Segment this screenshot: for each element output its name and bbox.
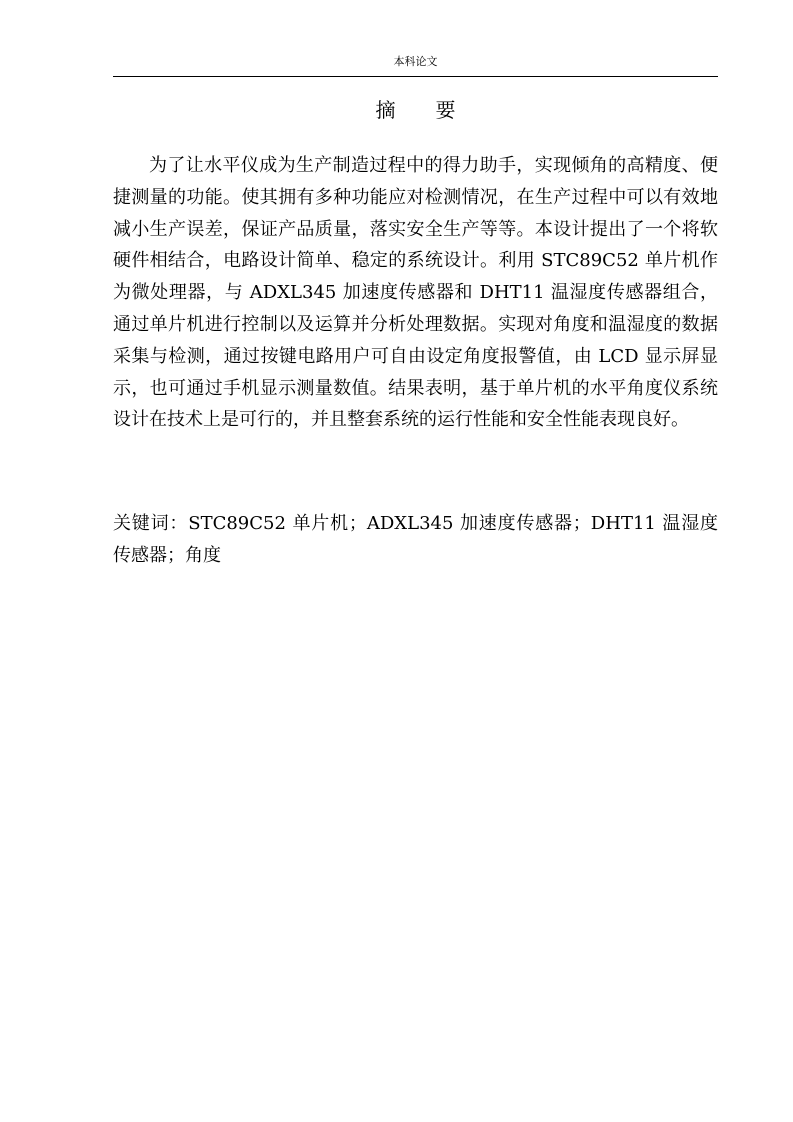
keywords-text: STC89C52 单片机；ADXL345 加速度传感器；DHT11 温湿度传感器；角度 bbox=[113, 513, 718, 566]
abstract-body bbox=[113, 150, 718, 436]
keywords-label: 关键词： bbox=[113, 513, 189, 534]
abstract-paragraph: 为了让水平仪成为生产制造过程中的得力助手，实现倾角的高精度、便捷测量的功能。使其拥有多种功能应对检测情况，在生产过程中可以有效地减小生产误差，保证产品质量，落实安全生产等等。本设计提出了一个将软硬件相结合，电路设计简单、稳定的系统设计。利用 STC89C52 单片机作为微处理器，与 ADXL345 加速度传感器和 DHT11 温湿度传感器组合，通过单片机进行控制以及运算并分析处理数据。实现对角度和温湿度的数据采集与检测，通过按键电路用户可自由设定角度报警值，由 LCD 显示屏显示，也可通过手机显示测量数值。结果表明，基于单片机的水平角度仪系统设计在技术上是可行的，并且整套系统的运行性能和安全性能表现良好。 bbox=[113, 155, 718, 431]
keywords-section bbox=[113, 508, 718, 572]
abstract-title: 摘要 bbox=[375, 98, 496, 122]
running-header: 本科论文 bbox=[393, 55, 438, 68]
header-rule bbox=[113, 76, 718, 77]
